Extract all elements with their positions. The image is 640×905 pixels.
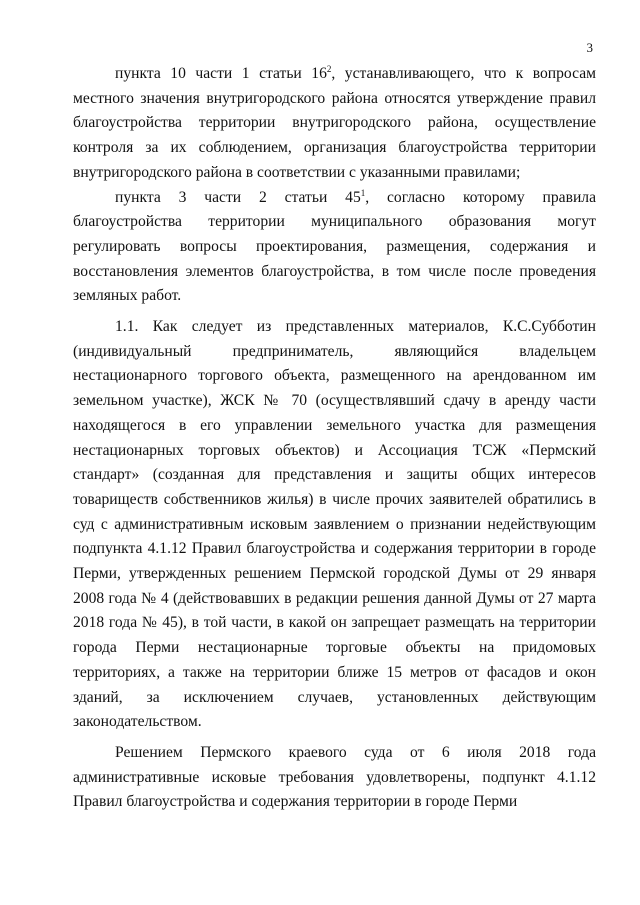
document-body	[73, 62, 596, 815]
paragraph-text: , согласно которому правила благоустройства территории муниципального образования могут регулировать вопросы проектирования, размещения, содержания и восстановления элементов благоустройства, в том числе после проведения земляных работ.	[73, 188, 596, 305]
superscript: 1	[360, 187, 366, 198]
paragraph-court-decision: Решением Пермского краевого суда от 6 июля 2018 года административные исковые требования удовлетворены, подпункт 4.1.12 Правил благоустройства и содержания территории в городе Перми	[73, 743, 596, 811]
paragraph-article-16-2	[73, 62, 596, 186]
paragraph-text: пункта 10 части 1 статьи 16	[115, 65, 327, 82]
paragraph-text: пункта 3 части 2 статьи 45	[115, 188, 361, 206]
superscript: 2	[326, 63, 332, 74]
paragraph-text: , устанавливающего, что к вопросам местного значения внутригородского района относятся утверждение правил благоустройства территории внутригородского района, осуществление контроля за их соблюдением, организация благоустройства территории внутригородского района в соответствии с указанными правилами;	[73, 65, 596, 181]
page-number: 3	[586, 40, 593, 55]
paragraph-article-45-1	[73, 186, 596, 310]
paragraph-1-1: 1.1. Как следует из представленных материалов, К.С.Субботин (индивидуальный предприниматель, являющийся владельцем нестационарного торгового объекта, размещенного на арендованном им земельном участке), ЖСК № 70 (осуществлявший сдачу в аренду части находящегося в его управлении земельного участка для размещения нестационарных торговых объектов) и Ассоциация ТСЖ «Пермский стандарт» (созданная для представления и защиты общих интересов товариществ собственников жилья) в числе прочих заявителей обратились в суд с административным исковым заявлением о признании недействующим подпункта 4.1.12 Правил благоустройства и содержания территории в городе Перми, утвержденных решением Пермской городской Думы от 29 января 2008 года № 4 (действовавших в редакции решения данной Думы от 27 марта 2018 года № 45), в той части, в какой он запрещает размещать на территории города Перми нестационарные торговые объекты на придомовых территориях, а также на территории ближе 15 метров от фасадов и окон зданий, за исключением случаев, установленных действующим законодательством.	[73, 318, 596, 731]
